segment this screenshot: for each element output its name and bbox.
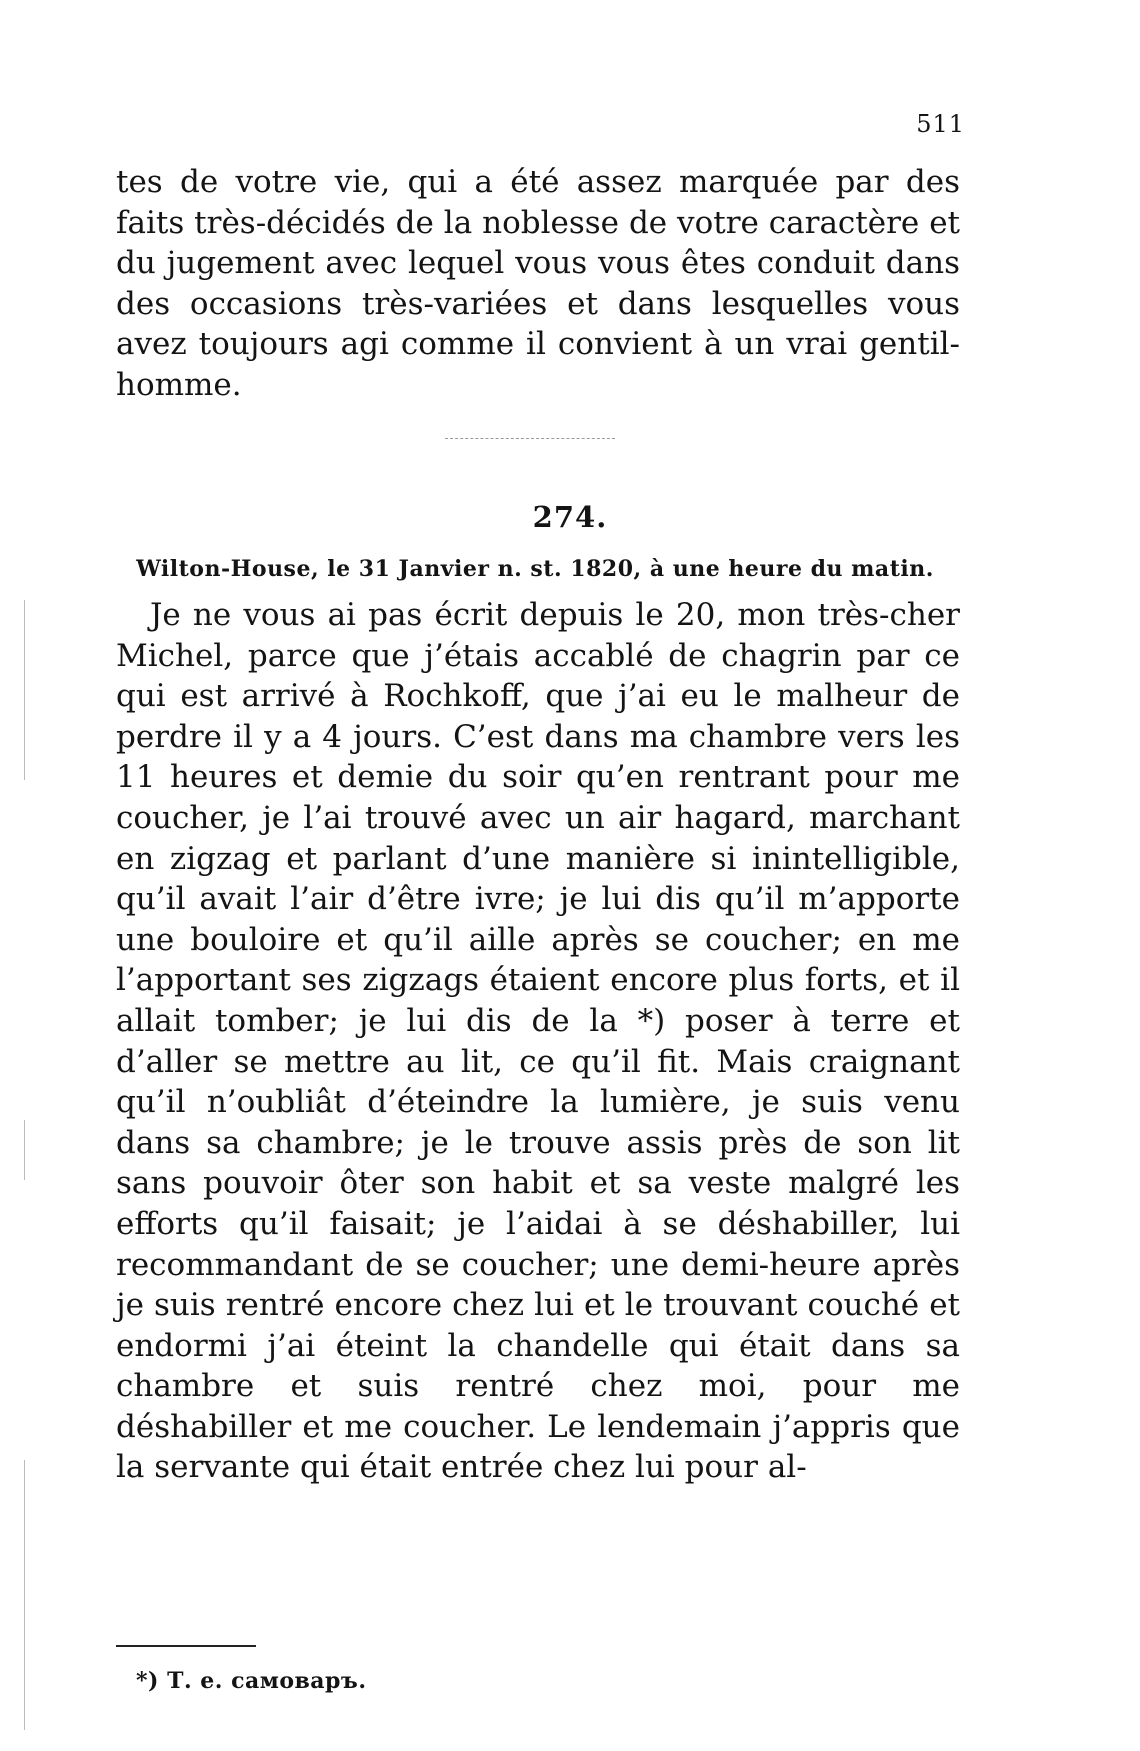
letter-dateline: Wilton-House, le 31 Janvier n. st. 1820, à une heure du matin. <box>136 556 934 582</box>
footnote: *) Т. е. самоваръ. <box>136 1668 367 1694</box>
page-number: 511 <box>916 110 965 138</box>
scan-margin-mark <box>24 1460 25 1730</box>
scan-margin-mark <box>24 600 25 780</box>
scan-margin-mark <box>24 1120 25 1180</box>
letter-number: 274. <box>532 500 608 534</box>
continuation-paragraph: tes de votre vie, qui a été assez marquée par des faits très-décidés de la noblesse de votre caractère et du jugement avec lequel vous vous êtes conduit dans des occasions très-variées et dans lesquelles vous avez toujours agi comme il convient à un vrai gentil-homme. <box>116 164 960 403</box>
section-separator <box>445 438 615 439</box>
footnote-rule <box>116 1645 256 1647</box>
letter-body-paragraph: Je ne vous ai pas écrit depuis le 20, mon très-cher Michel, parce que j’étais accablé de chagrin par ce qui est arrivé à Rochkoff, que j’ai eu le malheur de perdre il y a 4 jours. C’est dans ma chambre vers les 11 heures et demie du soir qu’en rentrant pour me coucher, je l’ai trouvé avec un air hagard, marchant en zigzag et parlant d’une manière si inintelligible, qu’il avait l’air d’être ivre; je lui dis qu’il m’apporte une bouloire et qu’il aille après se coucher; en me l’apportant ses zigzags étaient encore plus forts, et il allait tomber; je lui dis de la *) poser à terre et d’aller se mettre au lit, ce qu’il fit. Mais craignant qu’il n’oubliât d’éteindre la lumière, je suis venu dans sa chambre; je le trouve assis près de son lit sans pouvoir ôter son habit et sa veste malgré les efforts qu’il faisait; je l’aidai à se déshabiller, lui recommandant de se coucher; une demi-heure après je suis rentré encore chez lui et le trouvant couché et endormi j’ai éteint la chandelle qui était dans sa chambre et suis rentré chez moi, pour me déshabiller et me coucher. Le lendemain j’appris que la servante qui était entrée chez lui pour al- <box>116 597 960 1486</box>
